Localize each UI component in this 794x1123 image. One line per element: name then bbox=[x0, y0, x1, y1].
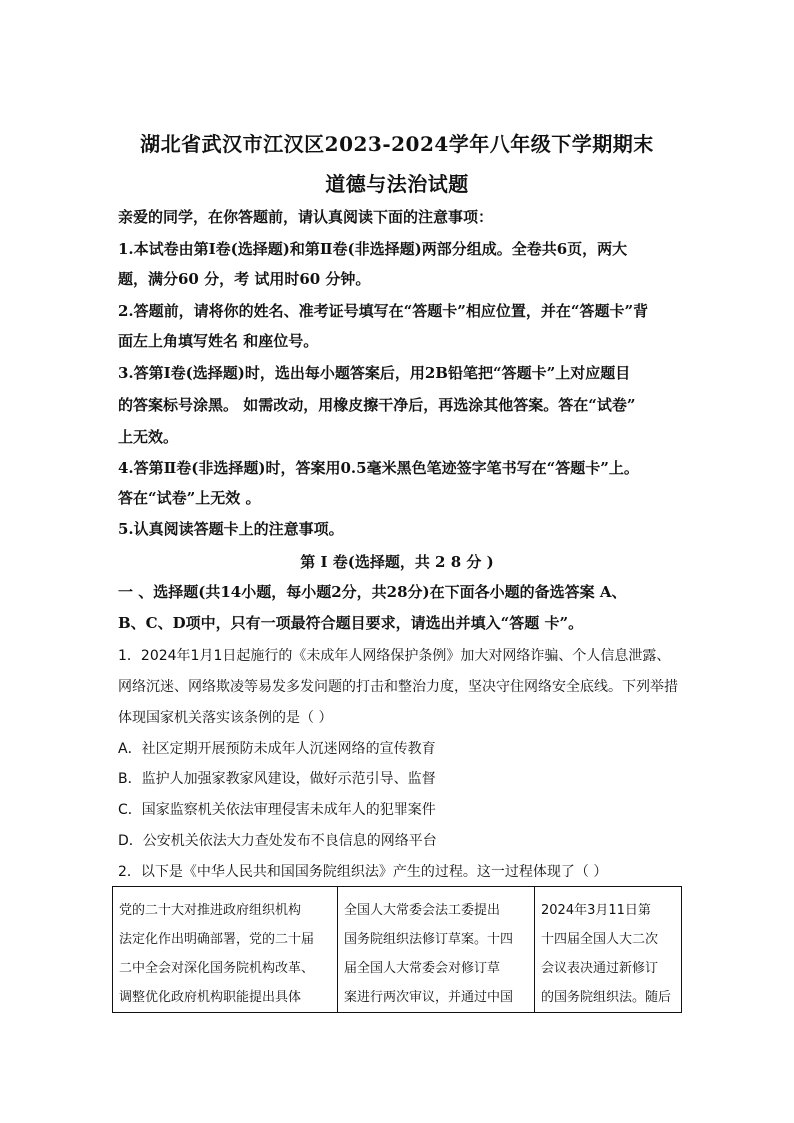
question1-option-c: C．国家监察机关依法审理侵害未成年人的犯罪案件 bbox=[118, 802, 436, 818]
table-cell bbox=[338, 887, 535, 1013]
table-row bbox=[113, 887, 682, 1013]
section-instruction: 一 、选择题(共14小题，每小题2分，共28分)在下面各小题的备选答案 A、 bbox=[118, 583, 627, 601]
question1-stem: 体现国家机关落实该条例的是（ ） bbox=[118, 710, 333, 726]
cell-line: 2024年3月11日第 bbox=[541, 903, 651, 918]
cell-line: 法定化作出明确部署，党的二十届 bbox=[119, 932, 315, 947]
table-cell bbox=[113, 887, 338, 1013]
question1-option-d: D．公安机关依法大力查处发布不良信息的网络平台 bbox=[118, 833, 437, 849]
notice-line: 的答案标号涂黑。 如需改动，用橡皮擦干净后，再选涂其他答案。答在“试卷” bbox=[118, 396, 636, 414]
exam-title: 湖北省武汉市江汉区2023-2024学年八年级下学期期末 bbox=[140, 132, 654, 156]
notice-line: 4.答第Ⅱ卷(非选择题)时，答案用0.5毫米黑色笔迹签字笔书写在“答题卡”上。 bbox=[118, 459, 639, 477]
cell-line: 党的二十大对推进政府组织机构 bbox=[119, 903, 302, 918]
section-instruction: B、C、D项中，只有一项最符合题目要求，请选出并填入“答题 卡”。 bbox=[118, 614, 584, 632]
cell-line: 案进行两次审议，并通过中国 bbox=[344, 990, 514, 1005]
question1-option-a: A．社区定期开展预防未成年人沉迷网络的宣传教育 bbox=[118, 741, 436, 757]
notice-line: 2.答题前，请将你的姓名、准考证号填写在“答题卡”相应位置，并在“答题卡”背 bbox=[118, 302, 649, 320]
question2-stem: 2．以下是《中华人民共和国国务院组织法》产生的过程。这一过程体现了（ ） bbox=[118, 864, 608, 880]
table-cell bbox=[535, 887, 682, 1013]
notice-line: 答在“试卷”上无效 。 bbox=[118, 489, 261, 507]
question1-stem: 网络沉迷、网络欺凌等易发多发问题的打击和整治力度，坚决守住网络安全底线。下列举措 bbox=[118, 679, 678, 695]
notice-line: 5.认真阅读答题卡上的注意事项。 bbox=[118, 520, 344, 538]
cell-line: 全国人大常委会法工委提出 bbox=[344, 903, 501, 918]
cell-line: 十四届全国人大二次 bbox=[541, 932, 659, 947]
notice-line: 面左上角填写姓名 和座位号。 bbox=[118, 332, 319, 350]
exam-subtitle: 道德与法治试题 bbox=[325, 172, 469, 196]
question1-option-b: B．监护人加强家教家风建设，做好示范引导、监督 bbox=[118, 771, 436, 787]
process-table bbox=[112, 886, 682, 1013]
cell-line: 调整优化政府机构职能提出具体 bbox=[119, 990, 302, 1005]
cell-line: 的国务院组织法。随后 bbox=[541, 990, 672, 1005]
cell-line: 国务院组织法修订草案。十四 bbox=[344, 932, 514, 947]
notice-line: 1.本试卷由第Ⅰ卷(选择题)和第Ⅱ卷(非选择题)两部分组成。全卷共6页，两大 bbox=[118, 240, 628, 258]
notice-line: 题，满分60 分，考 试用时60 分钟。 bbox=[118, 270, 371, 288]
cell-line: 届全国人大常委会对修订草 bbox=[344, 961, 501, 976]
cell-line: 会议表决通过新修订 bbox=[541, 961, 659, 976]
cell-line: 二中全会对深化国务院机构改革、 bbox=[119, 961, 315, 976]
notice-intro: 亲爱的同学，在你答题前，请认真阅读下面的注意事项： bbox=[118, 208, 494, 226]
notice-line: 上无效。 bbox=[118, 428, 179, 446]
section-heading: 第 Ⅰ 卷(选择题，共 2 8 分 ) bbox=[300, 553, 494, 571]
notice-line: 3.答第Ⅰ卷(选择题)时，选出每小题答案后，用2B铅笔把“答题卡”上对应题目 bbox=[118, 364, 631, 382]
question1-stem: 1．2024年1月1日起施行的《未成年人网络保护条例》加大对网络诈骗、个人信息泄露、 bbox=[118, 648, 671, 664]
